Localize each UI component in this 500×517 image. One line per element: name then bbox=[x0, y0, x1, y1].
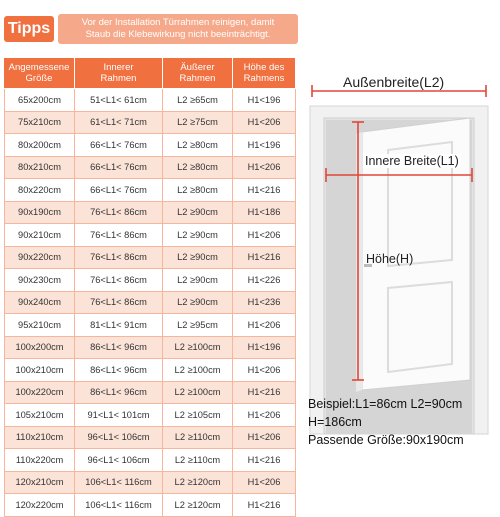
cell-outer-frame: L2 ≥100cm bbox=[163, 359, 233, 382]
size-table-header bbox=[4, 58, 296, 89]
header-size: Angemessene Größe bbox=[4, 58, 75, 89]
cell-inner-frame: 61<L1< 71cm bbox=[75, 112, 163, 135]
cell-frame-height: H1<226 bbox=[233, 269, 296, 292]
cell-outer-frame: L2 ≥95cm bbox=[163, 314, 233, 337]
cell-outer-frame: L2 ≥120cm bbox=[163, 472, 233, 495]
cell-frame-height: H1<206 bbox=[233, 157, 296, 180]
example-line-2: H=186cm bbox=[308, 415, 362, 429]
cell-outer-frame: L2 ≥90cm bbox=[163, 292, 233, 315]
table-row bbox=[4, 247, 296, 270]
table-row bbox=[4, 292, 296, 315]
cell-outer-frame: L2 ≥90cm bbox=[163, 224, 233, 247]
height-label: Höhe(H) bbox=[366, 252, 414, 266]
table-row bbox=[4, 449, 296, 472]
cell-inner-frame: 86<L1< 96cm bbox=[75, 337, 163, 360]
cell-frame-height: H1<206 bbox=[233, 359, 296, 382]
cell-size: 90x210cm bbox=[4, 224, 75, 247]
table-row bbox=[4, 179, 296, 202]
cell-size: 90x240cm bbox=[4, 292, 75, 315]
cell-size: 100x220cm bbox=[4, 382, 75, 405]
cell-inner-frame: 96<L1< 106cm bbox=[75, 449, 163, 472]
door-edge bbox=[356, 132, 362, 392]
cell-frame-height: H1<216 bbox=[233, 382, 296, 405]
cell-inner-frame: 81<L1< 91cm bbox=[75, 314, 163, 337]
cell-frame-height: H1<216 bbox=[233, 449, 296, 472]
cell-size: 65x200cm bbox=[4, 89, 75, 112]
cell-inner-frame: 96<L1< 106cm bbox=[75, 427, 163, 450]
cell-size: 90x220cm bbox=[4, 247, 75, 270]
cell-outer-frame: L2 ≥110cm bbox=[163, 449, 233, 472]
header-inner-frame: Innerer Rahmen bbox=[75, 58, 163, 89]
table-row bbox=[4, 494, 296, 517]
cell-outer-frame: L2 ≥110cm bbox=[163, 427, 233, 450]
cell-size: 80x200cm bbox=[4, 134, 75, 157]
cell-inner-frame: 86<L1< 96cm bbox=[75, 359, 163, 382]
cell-frame-height: H1<216 bbox=[233, 247, 296, 270]
cell-size: 120x220cm bbox=[4, 494, 75, 517]
cell-frame-height: H1<206 bbox=[233, 472, 296, 495]
table-row bbox=[4, 382, 296, 405]
cell-inner-frame: 76<L1< 86cm bbox=[75, 224, 163, 247]
cell-outer-frame: L2 ≥80cm bbox=[163, 179, 233, 202]
cell-size: 90x230cm bbox=[4, 269, 75, 292]
cell-inner-frame: 76<L1< 86cm bbox=[75, 292, 163, 315]
table-row bbox=[4, 157, 296, 180]
size-table bbox=[4, 58, 296, 517]
cell-frame-height: H1<206 bbox=[233, 112, 296, 135]
table-row bbox=[4, 89, 296, 112]
cell-frame-height: H1<186 bbox=[233, 202, 296, 225]
cell-inner-frame: 91<L1< 101cm bbox=[75, 404, 163, 427]
cell-outer-frame: L2 ≥100cm bbox=[163, 382, 233, 405]
cell-frame-height: H1<196 bbox=[233, 134, 296, 157]
cell-size: 75x210cm bbox=[4, 112, 75, 135]
outer-width-label: Außenbreite(L2) bbox=[343, 74, 445, 90]
cell-frame-height: H1<196 bbox=[233, 89, 296, 112]
tips-line-1: Vor der Installation Türrahmen reinigen, damit bbox=[81, 17, 275, 28]
cell-size: 95x210cm bbox=[4, 314, 75, 337]
table-row bbox=[4, 202, 296, 225]
tips-text bbox=[58, 14, 298, 44]
cell-inner-frame: 66<L1< 76cm bbox=[75, 157, 163, 180]
cell-frame-height: H1<216 bbox=[233, 494, 296, 517]
table-row bbox=[4, 472, 296, 495]
header-frame-height: Höhe des Rahmens bbox=[233, 58, 296, 89]
cell-outer-frame: L2 ≥100cm bbox=[163, 337, 233, 360]
cell-outer-frame: L2 ≥90cm bbox=[163, 202, 233, 225]
cell-inner-frame: 106<L1< 116cm bbox=[75, 472, 163, 495]
header-outer-frame: Äußerer Rahmen bbox=[163, 58, 233, 89]
cell-inner-frame: 86<L1< 96cm bbox=[75, 382, 163, 405]
cell-inner-frame: 76<L1< 86cm bbox=[75, 202, 163, 225]
table-row bbox=[4, 269, 296, 292]
cell-size: 100x200cm bbox=[4, 337, 75, 360]
cell-inner-frame: 66<L1< 76cm bbox=[75, 134, 163, 157]
cell-outer-frame: L2 ≥75cm bbox=[163, 112, 233, 135]
cell-outer-frame: L2 ≥105cm bbox=[163, 404, 233, 427]
cell-frame-height: H1<206 bbox=[233, 314, 296, 337]
size-table-body bbox=[4, 89, 296, 517]
table-row bbox=[4, 359, 296, 382]
table-row bbox=[4, 337, 296, 360]
example-line-1: Beispiel:L1=86cm L2=90cm bbox=[308, 397, 463, 411]
table-row bbox=[4, 134, 296, 157]
cell-size: 80x210cm bbox=[4, 157, 75, 180]
cell-size: 90x190cm bbox=[4, 202, 75, 225]
cell-inner-frame: 66<L1< 76cm bbox=[75, 179, 163, 202]
table-row bbox=[4, 224, 296, 247]
cell-size: 80x220cm bbox=[4, 179, 75, 202]
table-row bbox=[4, 404, 296, 427]
cell-frame-height: H1<196 bbox=[233, 337, 296, 360]
table-row bbox=[4, 314, 296, 337]
cell-outer-frame: L2 ≥120cm bbox=[163, 494, 233, 517]
cell-outer-frame: L2 ≥80cm bbox=[163, 134, 233, 157]
cell-outer-frame: L2 ≥65cm bbox=[163, 89, 233, 112]
cell-inner-frame: 76<L1< 86cm bbox=[75, 269, 163, 292]
cell-frame-height: H1<206 bbox=[233, 224, 296, 247]
cell-frame-height: H1<206 bbox=[233, 427, 296, 450]
cell-size: 100x210cm bbox=[4, 359, 75, 382]
cell-outer-frame: L2 ≥80cm bbox=[163, 157, 233, 180]
cell-frame-height: H1<216 bbox=[233, 179, 296, 202]
cell-size: 120x210cm bbox=[4, 472, 75, 495]
cell-outer-frame: L2 ≥90cm bbox=[163, 269, 233, 292]
tips-badge: Tipps bbox=[4, 16, 54, 42]
cell-frame-height: H1<206 bbox=[233, 404, 296, 427]
table-row bbox=[4, 427, 296, 450]
cell-inner-frame: 76<L1< 86cm bbox=[75, 247, 163, 270]
inner-width-label: Innere Breite(L1) bbox=[365, 154, 459, 168]
example-line-3: Passende Größe:90x190cm bbox=[308, 433, 464, 447]
cell-inner-frame: 106<L1< 116cm bbox=[75, 494, 163, 517]
cell-inner-frame: 51<L1< 61cm bbox=[75, 89, 163, 112]
cell-outer-frame: L2 ≥90cm bbox=[163, 247, 233, 270]
table-row bbox=[4, 112, 296, 135]
cell-frame-height: H1<236 bbox=[233, 292, 296, 315]
cell-size: 110x220cm bbox=[4, 449, 75, 472]
cell-size: 110x210cm bbox=[4, 427, 75, 450]
tips-banner bbox=[4, 14, 300, 44]
cell-size: 105x210cm bbox=[4, 404, 75, 427]
tips-line-2: Staub die Klebewirkung nicht beeinträchtigt. bbox=[85, 29, 271, 40]
